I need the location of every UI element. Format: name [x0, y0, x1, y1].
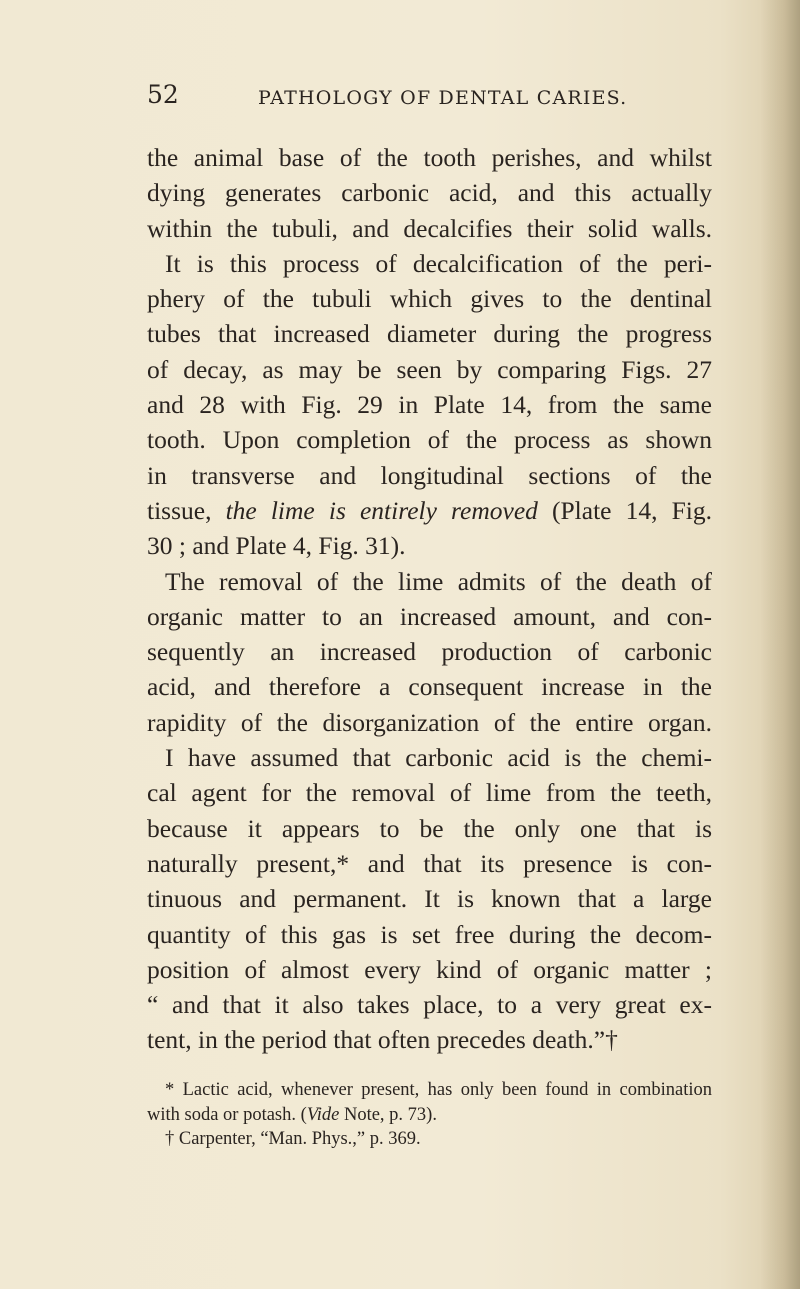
running-head: PATHOLOGY OF DENTAL CARIES. [258, 87, 628, 109]
text-line: sequently an increased production of carbonic [147, 637, 712, 667]
text-segment: (Plate 14, Fig. [537, 495, 712, 525]
text-line: 30 ; and Plate 4, Fig. 31). [147, 531, 406, 561]
footnote-line: * Lactic acid, whenever present, has only been found in combination [165, 1080, 712, 1100]
text-line: because it appears to be the only one that is [147, 813, 712, 843]
text-line: rapidity of the disorganization of the entire organ. [147, 707, 712, 737]
page-header [0, 80, 800, 120]
text-line: tooth. Upon completion of the process as shown [147, 425, 712, 455]
body-text [147, 140, 712, 1058]
text-line: position of almost every kind of organic matter ; [147, 954, 712, 984]
page-edge-shadow [760, 0, 800, 1289]
text-line: It is this process of decalcification of the peri- [165, 248, 712, 278]
text-line: within the tubuli, and decalcifies their solid walls. [147, 213, 712, 243]
footnote-line: † Carpenter, “Man. Phys.,” p. 369. [165, 1129, 421, 1149]
text-line: in transverse and longitudinal sections of the [147, 460, 712, 490]
text-line: the animal base of the tooth perishes, and whilst [147, 143, 712, 172]
page-number: 52 [147, 80, 179, 109]
text-line: “ and that it also takes place, to a very great ex- [147, 990, 712, 1020]
text-line: cal agent for the removal of lime from the teeth, [147, 778, 712, 808]
text-line: quantity of this gas is set free during the decom- [147, 919, 712, 949]
text-line: acid, and therefore a consequent increase in the [147, 672, 712, 702]
footnote-segment: with soda or potash. ( [147, 1104, 307, 1125]
text-segment: tissue, [147, 495, 226, 525]
text-line: and 28 with Fig. 29 in Plate 14, from the same [147, 390, 712, 420]
text-line: tubes that increased diameter during the progress [147, 319, 712, 349]
text-line: dying generates carbonic acid, and this actually [147, 178, 712, 208]
text-line: tinuous and permanent. It is known that a large [147, 884, 712, 914]
text-line: phery of the tubuli which gives to the dentinal [147, 284, 712, 314]
text-line: I have assumed that carbonic acid is the chemi- [165, 743, 712, 773]
text-line: organic matter to an increased amount, and con- [147, 601, 712, 631]
footnote-italic: Vide [306, 1104, 340, 1125]
footnotes [147, 1078, 712, 1152]
text-line: of decay, as may be seen by comparing Figs. 27 [147, 354, 712, 384]
italic-emphasis: the lime is entirely removed [225, 495, 538, 525]
text-line [147, 493, 712, 528]
text-line: The removal of the lime admits of the death of [165, 566, 712, 596]
text-line: tent, in the period that often precedes death.”† [147, 1025, 618, 1055]
text-line: naturally present,* and that its presence is con- [147, 848, 712, 878]
footnote-segment: Note, p. 73). [339, 1104, 437, 1125]
footnote-line [147, 1103, 712, 1128]
